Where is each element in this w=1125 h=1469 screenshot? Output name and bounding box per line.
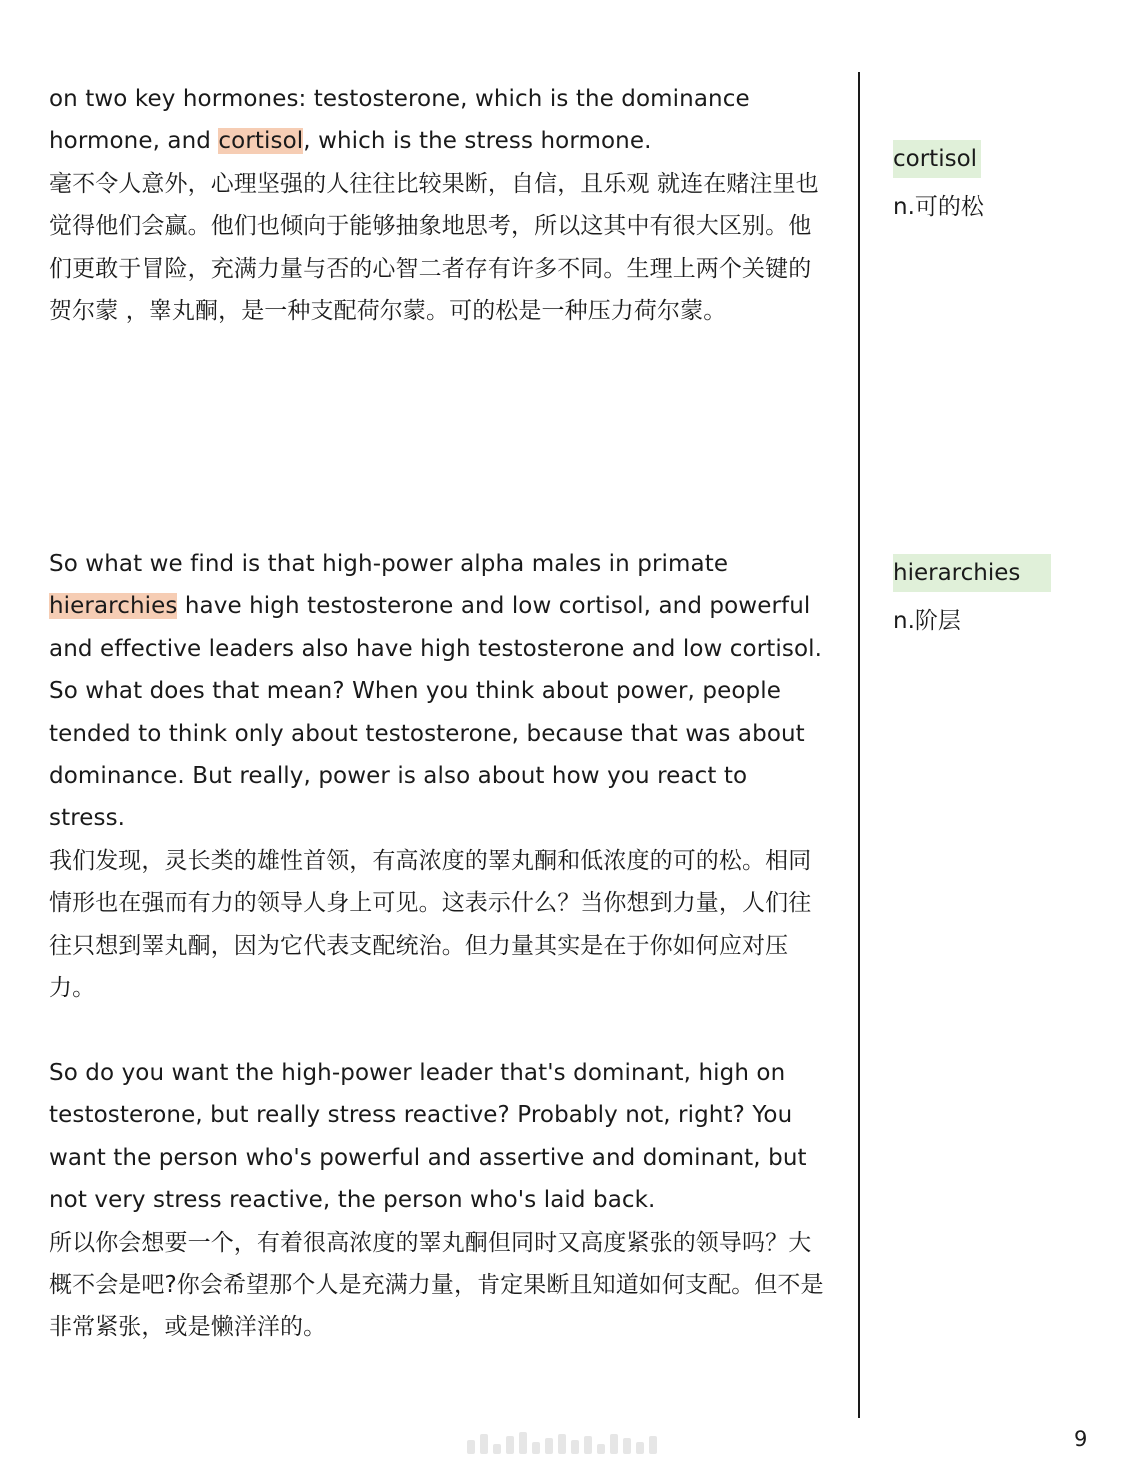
glossary-word[interactable]: cortisol [893,140,981,178]
chinese-paragraph: 毫不令人意外，心理坚强的人往往比较果断，自信，且乐观 就连在赌注里也觉得他们会赢。他们也倾向于能够抽象地思考，所以这其中有很大区别。他们更敢于冒险，充满力量与否的心智二者存有许多不同。生理上两个关键的贺尔蒙 ，睾丸酮，是一种支配荷尔蒙。可的松是一种压力荷尔蒙。 [49,170,819,325]
column-divider [858,72,860,1418]
english-paragraph [49,543,829,840]
highlighted-term-hierarchies[interactable]: hierarchies [49,593,178,620]
highlighted-term-cortisol[interactable]: cortisol [218,128,304,155]
chinese-paragraph: 所以你会想要一个，有着很高浓度的睪丸酮但同时又高度紧张的领导吗？大概不会是吧?你会希望那个人是充满力量，肯定果断且知道如何支配。但不是非常紧张，或是懒洋洋的。 [49,1229,824,1341]
english-text: have high testosterone and low cortisol, and powerful and effective leaders also have high testosterone and low cortisol. So what does that mean? When you think about power, people tended to think only about testosterone, because that was about dominance. But really, power is also about how you react to stress. [49,593,823,832]
paragraph-block-3 [49,1052,829,1349]
english-text: on two key hormones: testosterone, which is the dominance hormone, and [49,86,750,155]
paragraph-block-1 [49,78,829,332]
english-paragraph: So do you want the high-power leader that's dominant, high on testosterone, but really stress reactive? Probably not, right? You want the person who's powerful and assertive and dominant, but not very stress reactive, the person who's laid back. [49,1060,807,1214]
english-text: So what we find is that high-power alpha males in primate [49,551,729,577]
watermark-graphic [467,1432,677,1454]
page-number: 9 [1074,1427,1088,1451]
glossary-definition: n.阶层 [893,608,961,634]
paragraph-block-2 [49,543,829,1009]
english-text: , which is the stress hormone. [303,128,652,155]
glossary-entry-hierarchies [893,554,1051,636]
glossary-entry-cortisol [893,140,984,222]
english-paragraph [49,78,829,163]
chinese-paragraph: 我们发现，灵长类的雄性首领，有高浓度的睪丸酮和低浓度的可的松。相同情形也在强而有力的领导人身上可见。这表示什么？当你想到力量，人们往往只想到睪丸酮，因为它代表支配统治。但力量其实是在于你如何应对压力。 [49,847,812,1002]
glossary-definition: n.可的松 [893,194,984,220]
glossary-word[interactable]: hierarchies [893,554,1051,592]
